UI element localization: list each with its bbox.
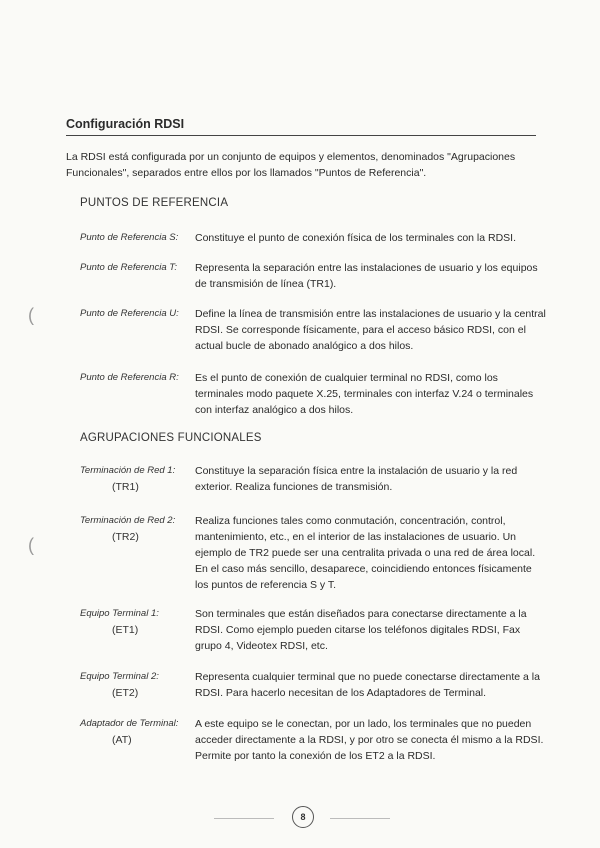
group-desc-tr1: Constituye la separación física entre la instalación de usuario y la red exterior. Realiza funciones de transmisión.: [195, 465, 518, 493]
reference-term-t: Punto de Referencia T:: [80, 262, 177, 273]
group-term-label: Terminación de Red 2:: [80, 515, 176, 526]
intro-paragraph: La RDSI está configurada por un conjunto de equipos y elementos, denominados "Agrupaciones Funcionales", separados entre ellos por los llamados "Puntos de Referencia".: [66, 151, 516, 179]
reference-term-u: Punto de Referencia U:: [80, 308, 179, 319]
page-title: Configuración RDSI: [66, 117, 185, 131]
group-term-tr1: [80, 463, 194, 495]
reference-desc-t: Representa la separación entre las instalaciones de usuario y los equipos de transmisión de línea (TR1).: [195, 262, 538, 290]
group-term-et2: [80, 669, 194, 701]
group-term-tr2: [80, 513, 194, 545]
group-term-at: [80, 716, 194, 748]
page-number: 8: [292, 806, 314, 828]
reference-desc-s: Constituye el punto de conexión física de los terminales con la RDSI.: [195, 232, 517, 244]
group-desc-at: A este equipo se le conectan, por un lado, los terminales que no pueden acceder directamente a la RDSI, y por otro se conecta él mismo a la RDSI. Permite por tanto la conexión de los ET2 a la RDSI.: [195, 718, 544, 762]
reference-term-r: Punto de Referencia R:: [80, 372, 179, 383]
group-term-label: Equipo Terminal 1:: [80, 608, 159, 619]
group-term-et1: [80, 606, 194, 638]
group-term-code: (ET2): [112, 687, 139, 699]
reference-desc-r: Es el punto de conexión de cualquier terminal no RDSI, como los terminales modo paquete X.25, terminales con interfaz V.24 o terminales con interfaz analógico a dos hilos.: [195, 372, 534, 416]
reference-term-s: Punto de Referencia S:: [80, 232, 179, 243]
group-term-label: Adaptador de Terminal:: [80, 718, 179, 729]
reference-desc-u: Define la línea de transmisión entre las instalaciones de usuario y la central RDSI. Se corresponde físicamente, para el acceso básico RDSI, con el actual bucle de abonado analógico a dos hilos.: [195, 308, 546, 352]
group-term-label: Terminación de Red 1:: [80, 465, 176, 476]
binder-hole-mark: (: [28, 535, 34, 555]
group-term-code: (TR2): [112, 531, 139, 543]
group-desc-et2: Representa cualquier terminal que no puede conectarse directamente a la RDSI. Para hacerlo necesitan de los Adaptadores de Terminal.: [195, 671, 540, 699]
group-term-code: (AT): [112, 734, 132, 746]
title-underline: [66, 135, 536, 136]
group-desc-et1: Son terminales que están diseñados para conectarse directamente a la RDSI. Como ejemplo pueden citarse los teléfonos digitales RDSI, Fax grupo 4, Videotex RDSI, etc.: [195, 608, 527, 652]
group-term-code: (TR1): [112, 481, 139, 493]
section-heading-groups: AGRUPACIONES FUNCIONALES: [80, 432, 262, 444]
group-desc-tr2: Realiza funciones tales como conmutación, concentración, control, mantenimiento, etc., en el interior de las instalaciones de usuario. Un ejemplo de TR2 puede ser una centralita privada o una red de área local. En el caso más sencillo, desaparece, coincidiendo entonces físicamente los puntos de referencia S y T.: [195, 515, 536, 591]
section-heading-reference: PUNTOS DE REFERENCIA: [80, 197, 229, 209]
footer-rule-left: [214, 818, 274, 819]
group-term-code: (ET1): [112, 624, 139, 636]
footer-rule-right: [330, 818, 390, 819]
group-term-label: Equipo Terminal 2:: [80, 671, 159, 682]
binder-hole-mark: (: [28, 305, 34, 325]
